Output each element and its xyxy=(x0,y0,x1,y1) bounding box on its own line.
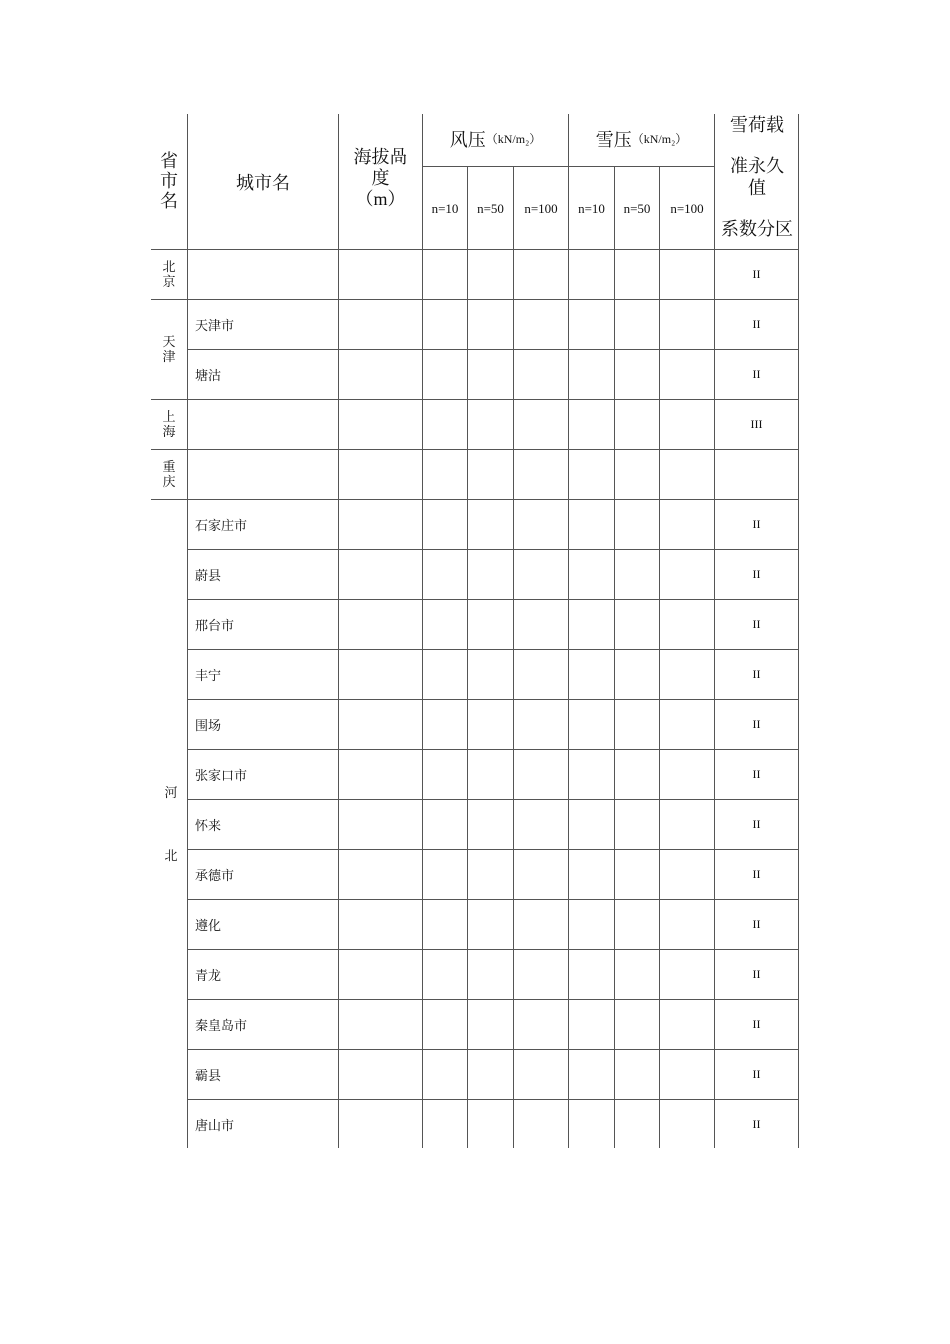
altitude-header xyxy=(339,114,422,249)
province-cell xyxy=(151,300,187,399)
province-cell xyxy=(151,250,187,299)
load-table xyxy=(151,114,799,1148)
city-cell: 秦皇岛市 xyxy=(195,1019,248,1034)
snow-n-header: n=50 xyxy=(623,201,651,216)
city-cell: 天津市 xyxy=(195,319,235,334)
province-char: 上 xyxy=(162,409,176,425)
snow-zone-cell: III xyxy=(750,417,763,431)
snow-zone-cell: II xyxy=(752,717,761,731)
province-char: 天 xyxy=(162,334,176,350)
snow-zone-cell: II xyxy=(752,667,761,681)
city-cell: 石家庄市 xyxy=(195,519,248,534)
snow-load-line4: 系数分区 xyxy=(721,219,793,240)
city-cell: 遵化 xyxy=(195,919,222,934)
snow-zone-cell: II xyxy=(752,267,761,281)
snow-n-header: n=10 xyxy=(578,201,605,216)
city-header xyxy=(188,114,338,249)
wind-n-header: n=10 xyxy=(431,201,459,216)
province-char: 重 xyxy=(162,459,176,475)
right-border-line xyxy=(798,114,799,1148)
province-char: 北 xyxy=(162,259,176,275)
column-line xyxy=(338,114,339,1148)
snow-zone-cell: II xyxy=(752,367,761,381)
city-cell: 蔚县 xyxy=(195,569,222,584)
snow-zone-cell xyxy=(715,450,798,499)
snow-zone-cell: II xyxy=(752,817,761,831)
wind-n-header: n=100 xyxy=(524,201,558,216)
wind-n-header: n=50 xyxy=(477,201,504,216)
city-cell: 邢台市 xyxy=(195,619,235,634)
province-char: 河 xyxy=(164,785,178,801)
city-cell: 丰宁 xyxy=(195,669,222,684)
snow-zone-cell: II xyxy=(752,767,761,781)
snow-zone-cell: II xyxy=(752,567,761,581)
province-cell xyxy=(151,400,187,449)
city-cell: 塘沽 xyxy=(195,369,222,384)
city-cell: 唐山市 xyxy=(195,1119,235,1134)
subcolumn-line xyxy=(659,166,660,1148)
snow-zone-cell: II xyxy=(752,867,761,881)
city-cell: 张家口市 xyxy=(195,769,248,784)
altitude-header-line2: 度 xyxy=(371,168,390,188)
group-divider-line xyxy=(568,114,569,1148)
city-cell: 承德市 xyxy=(195,869,235,884)
wind-pressure-unit: （kN/m₂） xyxy=(485,132,542,146)
province-char: 庆 xyxy=(162,474,176,490)
snow-pressure-unit: （kN/m₂） xyxy=(631,132,688,146)
snow-load-line1: 雪荷载 xyxy=(730,115,784,136)
snow-zone-cell: II xyxy=(752,1067,761,1081)
city-cell xyxy=(188,450,338,499)
province-char: 海 xyxy=(162,424,176,440)
snow-load-line2: 准永久 xyxy=(730,156,784,177)
snow-load-zone-header xyxy=(715,114,799,249)
snow-zone-cell: II xyxy=(752,917,761,931)
snow-zone-cell: II xyxy=(752,967,761,981)
city-cell xyxy=(188,250,338,299)
province-cell xyxy=(151,500,187,1149)
province-char: 京 xyxy=(162,274,176,290)
city-cell xyxy=(188,400,338,449)
province-char: 北 xyxy=(164,848,178,864)
snow-n-header: n=100 xyxy=(670,201,704,216)
province-header-char: 省 xyxy=(160,150,178,172)
snow-zone-cell: II xyxy=(752,617,761,631)
wind-pressure-header xyxy=(423,114,568,167)
city-cell: 怀来 xyxy=(195,819,222,834)
province-header-char: 市 xyxy=(160,170,178,192)
province-header-char: 名 xyxy=(160,190,178,212)
subcolumn-line xyxy=(513,166,514,1148)
province-char: 津 xyxy=(162,349,176,365)
city-header-label: 城市名 xyxy=(236,172,290,193)
province-cell xyxy=(151,450,187,499)
province-header xyxy=(151,114,187,249)
city-cell: 青龙 xyxy=(195,969,222,984)
subcolumn-line xyxy=(467,166,468,1148)
wind-pressure-label: 风压 xyxy=(449,129,486,151)
snow-zone-cell: II xyxy=(752,517,761,531)
snow-zone-cell: II xyxy=(752,317,761,331)
snow-zone-cell: II xyxy=(752,1117,761,1131)
city-cell: 霸县 xyxy=(195,1069,222,1084)
altitude-header-line1: 海拔咼 xyxy=(353,147,408,167)
snow-pressure-label: 雪压 xyxy=(595,129,632,151)
altitude-header-unit: （m） xyxy=(355,189,406,209)
snow-pressure-header xyxy=(569,114,714,167)
snow-zone-cell: II xyxy=(752,1017,761,1031)
subcolumn-line xyxy=(614,166,615,1148)
column-line xyxy=(422,114,423,1148)
snow-load-line3: 值 xyxy=(748,178,766,199)
city-cell: 围场 xyxy=(195,719,222,734)
province-header-label xyxy=(160,152,178,212)
